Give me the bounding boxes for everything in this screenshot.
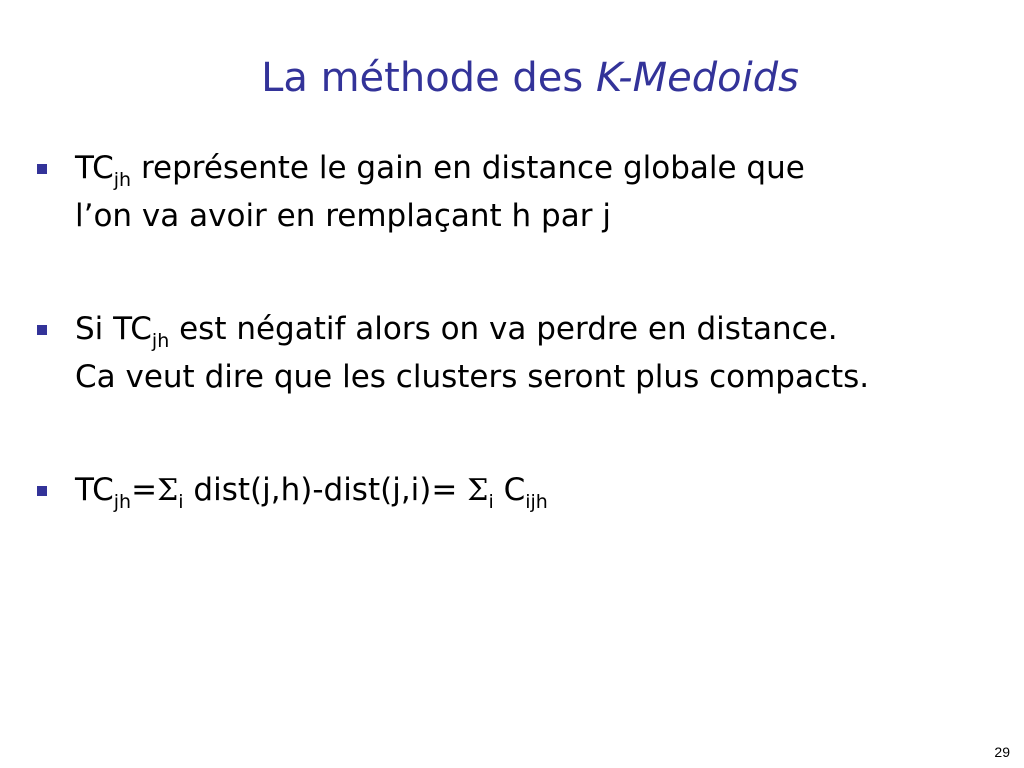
sigma-symbol: Σ	[157, 473, 179, 508]
subscript: i	[488, 491, 494, 513]
bullet-square-icon	[37, 486, 47, 496]
sigma-symbol: Σ	[467, 473, 489, 508]
bullet-square-icon	[37, 164, 47, 174]
bullet-item-formula	[37, 466, 987, 515]
bullet-line: Ca veut dire que les clusters seront plus compacts.	[75, 359, 870, 395]
subscript: jh	[151, 330, 170, 352]
subscript: jh	[113, 169, 132, 191]
bullet-text: représente le gain en distance globale que	[131, 150, 805, 186]
tc-text: TC	[75, 150, 114, 186]
bullet-item-negative	[37, 305, 987, 401]
subscript: jh	[113, 491, 132, 513]
subscript: i	[178, 491, 184, 513]
bullet-text: Si TC	[75, 311, 152, 347]
bullet-line: l’on va avoir en remplaçant h par j	[75, 198, 611, 234]
subscript: ijh	[525, 491, 548, 513]
bullet-item-gain	[37, 144, 987, 240]
bullet-line	[75, 305, 987, 353]
bullet-square-icon	[37, 325, 47, 335]
slide-title	[0, 52, 1024, 104]
bullet-line	[75, 144, 987, 192]
title-prefix: La méthode des	[261, 55, 596, 101]
equals-sign: =	[131, 472, 158, 508]
formula-text: dist(j,h)-dist(j,i)=	[183, 472, 468, 508]
title-italic: K-Medoids	[595, 55, 799, 101]
bullet-list	[37, 144, 987, 515]
tc-text: TC	[75, 472, 114, 508]
formula-line	[75, 466, 987, 515]
bullet-text: est négatif alors on va perdre en distance.	[169, 311, 838, 347]
page-number: 29	[994, 744, 1010, 760]
formula-text: C	[493, 472, 526, 508]
